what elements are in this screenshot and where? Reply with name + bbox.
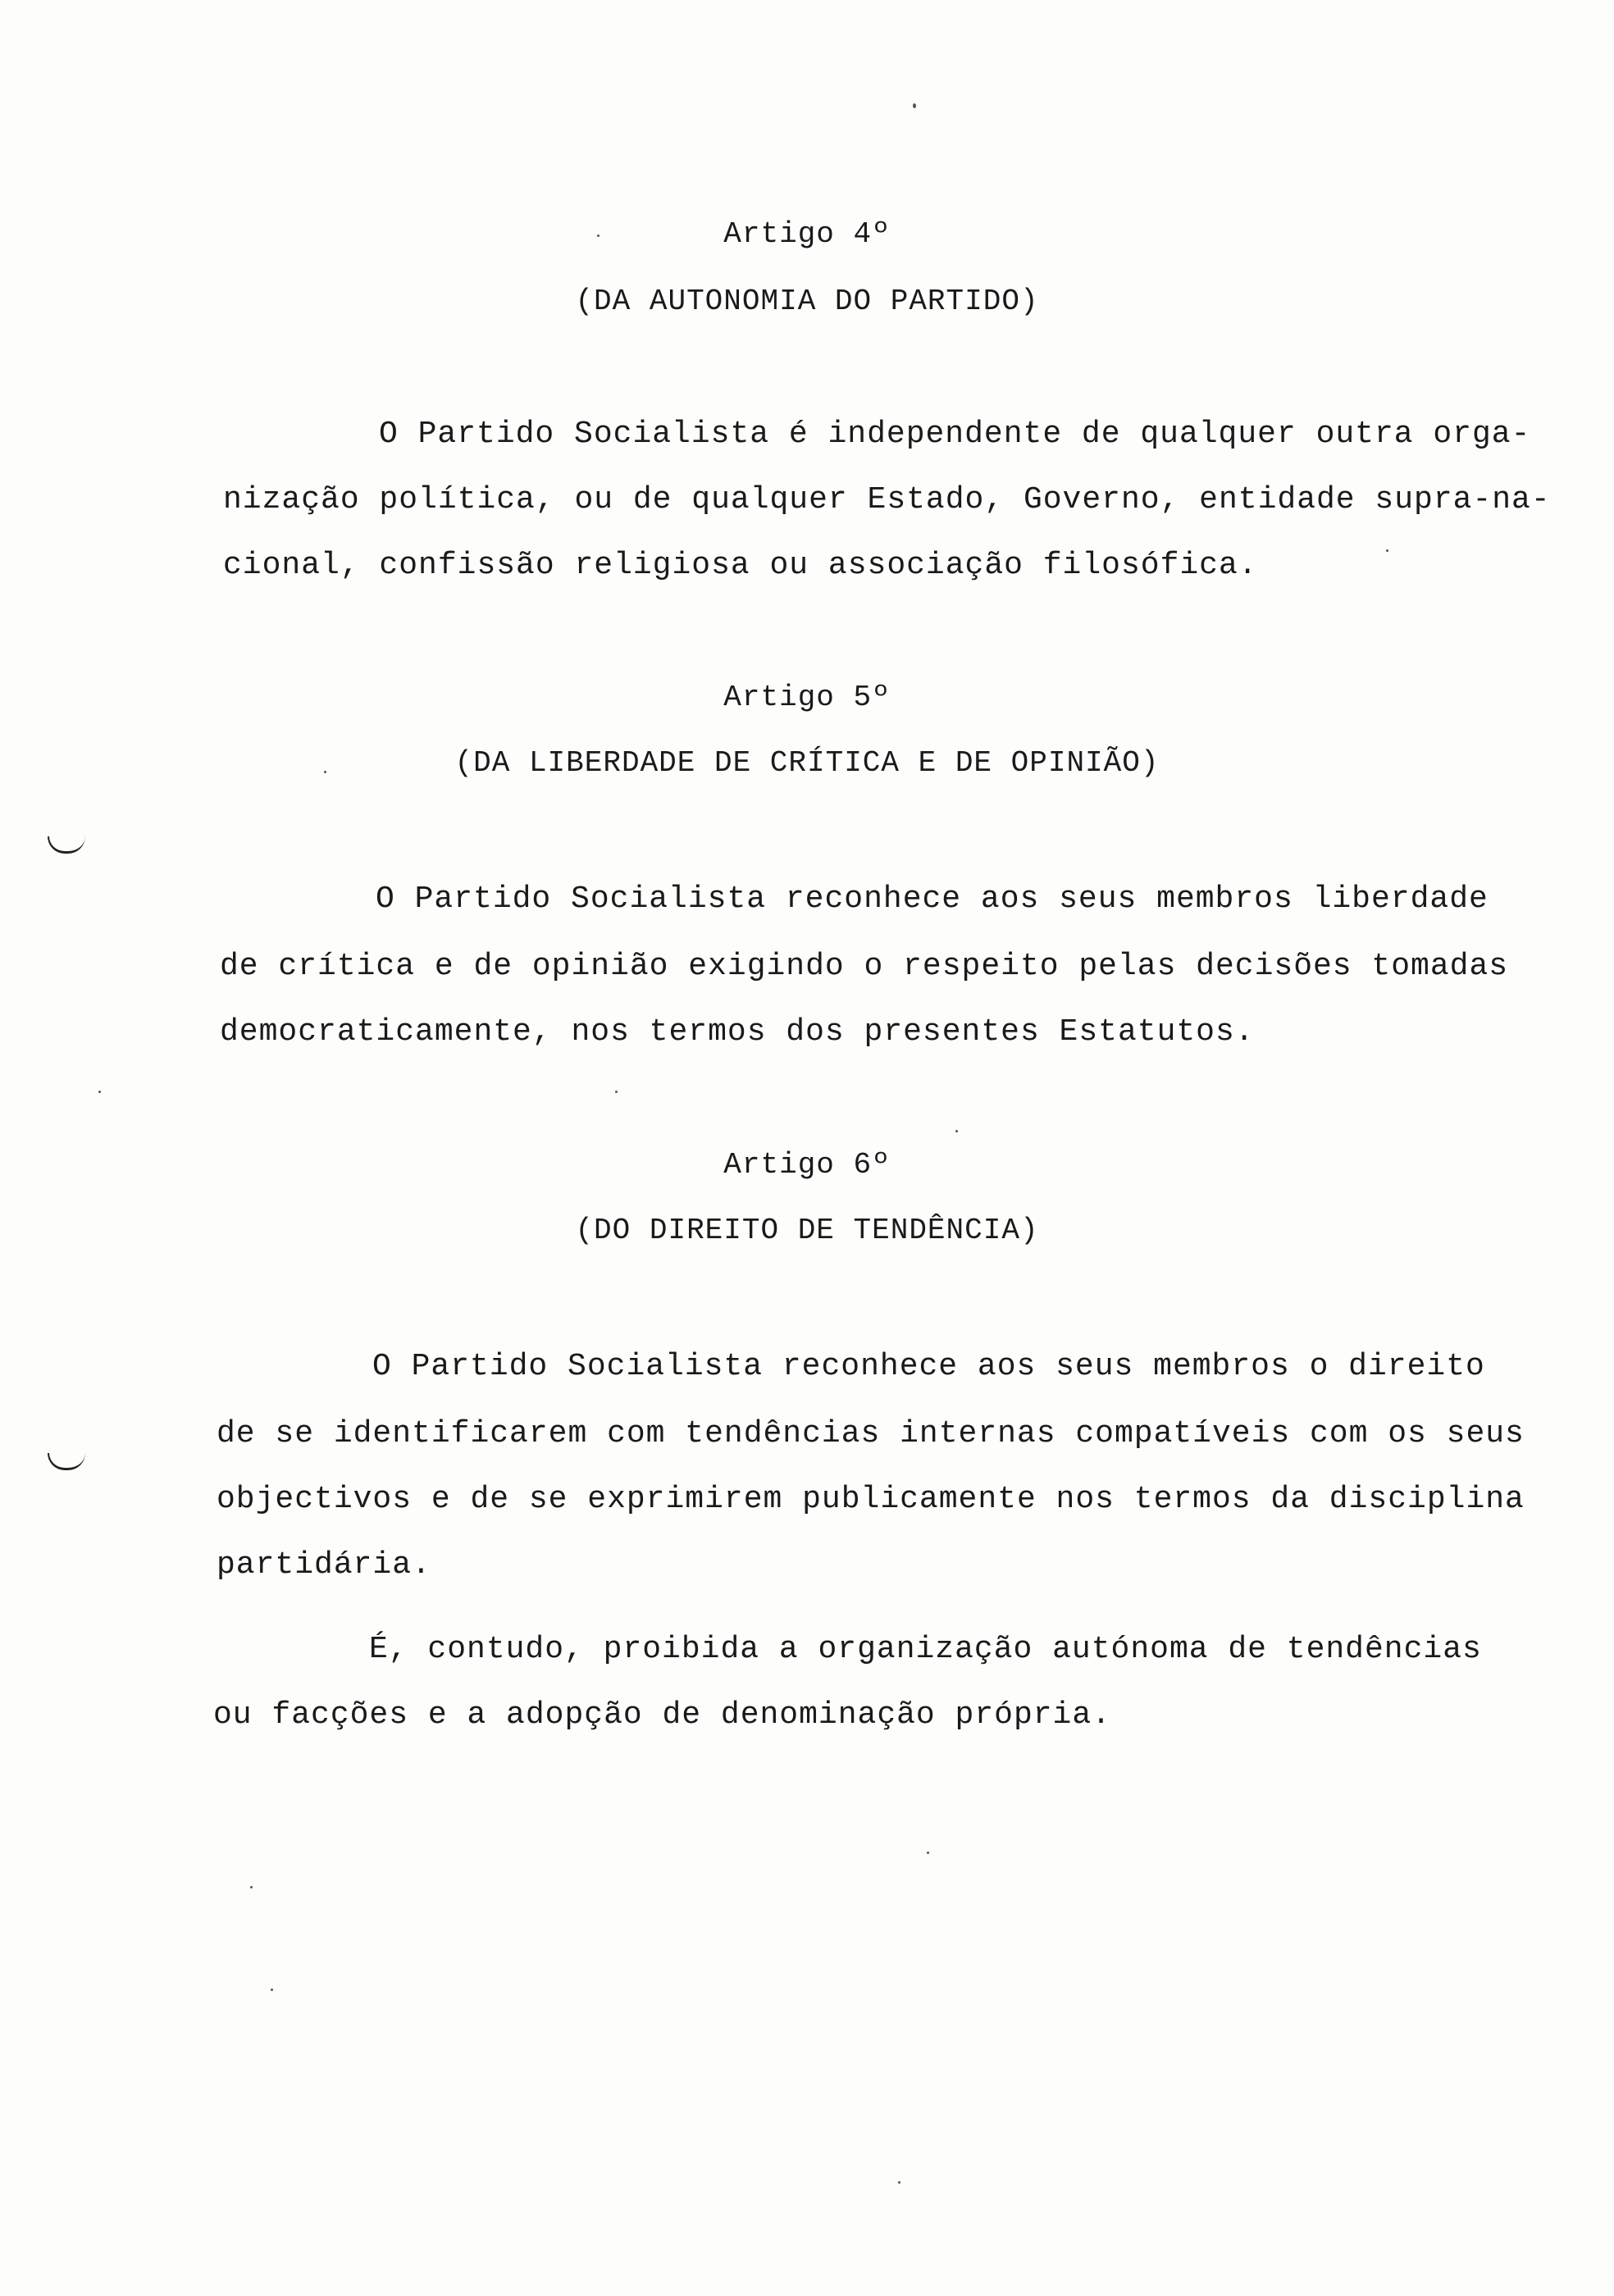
article-6-paragraph-1-line-3: objectivos e de se exprimirem publicamente nos termos da disciplina bbox=[217, 1482, 1525, 1517]
binder-hole-mark bbox=[48, 836, 85, 854]
scan-speck bbox=[913, 103, 916, 108]
article-6-paragraph-2-line-2: ou facções e a adopção de denominação própria. bbox=[213, 1697, 1111, 1733]
article-6-title: (DO DIREITO DE TENDÊNCIA) bbox=[575, 1214, 1039, 1247]
article-6-paragraph-1-line-4: partidária. bbox=[217, 1547, 431, 1583]
scan-speck bbox=[955, 1130, 958, 1132]
scan-speck bbox=[324, 771, 326, 773]
article-5-paragraph-line-3: democraticamente, nos termos dos presentes Estatutos. bbox=[220, 1014, 1255, 1050]
article-4-title: (DA AUTONOMIA DO PARTIDO) bbox=[575, 285, 1039, 318]
article-6-paragraph-2-line-1: É, contudo, proibida a organização autónoma de tendências bbox=[369, 1632, 1482, 1667]
binder-hole-mark bbox=[48, 1453, 85, 1470]
article-5-paragraph-line-2: de crítica e de opinião exigindo o respeito pelas decisões tomadas bbox=[220, 949, 1509, 984]
scan-speck bbox=[898, 2181, 900, 2184]
scan-speck bbox=[250, 1886, 253, 1888]
article-6-paragraph-1-line-2: de se identificarem com tendências internas compatíveis com os seus bbox=[217, 1416, 1525, 1451]
article-4-number: Artigo 4º bbox=[723, 217, 891, 251]
article-5-paragraph-line-1: O Partido Socialista reconhece aos seus membros liberdade bbox=[376, 882, 1489, 917]
scan-speck bbox=[597, 235, 600, 237]
scan-speck bbox=[1386, 549, 1388, 552]
article-6-paragraph-1-line-1: O Partido Socialista reconhece aos seus membros o direito bbox=[372, 1349, 1485, 1384]
article-5-number: Artigo 5º bbox=[723, 681, 891, 714]
article-4-paragraph-line-2: nização política, ou de qualquer Estado, Governo, entidade supra-na- bbox=[223, 482, 1551, 517]
article-6-number: Artigo 6º bbox=[723, 1148, 891, 1182]
scan-speck bbox=[615, 1091, 618, 1093]
article-5-title: (DA LIBERDADE DE CRÍTICA E DE OPINIÃO) bbox=[454, 746, 1160, 780]
scan-speck bbox=[271, 1988, 273, 1991]
scan-speck bbox=[927, 1852, 929, 1854]
article-4-paragraph-line-3: cional, confissão religiosa ou associação filosófica. bbox=[223, 548, 1258, 583]
scan-speck bbox=[98, 1091, 101, 1093]
article-4-paragraph-line-1: O Partido Socialista é independente de qualquer outra orga- bbox=[379, 417, 1531, 452]
